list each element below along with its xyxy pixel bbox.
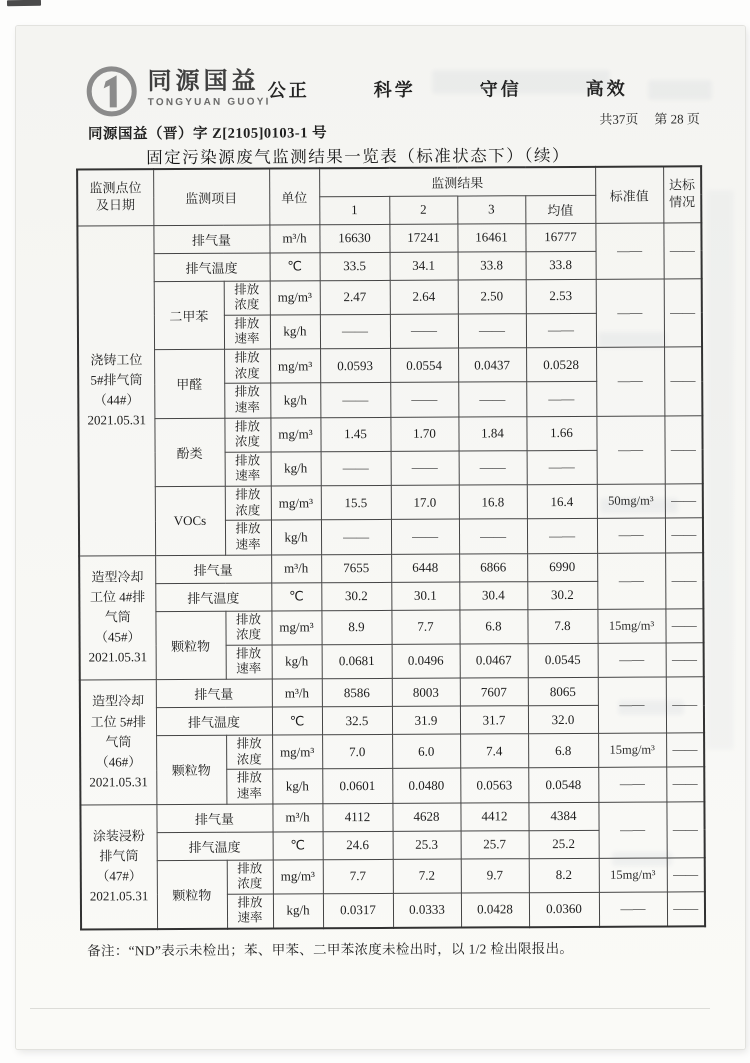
value-cell: 7.0 [322,734,392,769]
standard-cell: —— [598,643,666,678]
value-cell: 0.0360 [529,892,599,927]
compliance-cell: —— [666,677,704,733]
col-header-standard: 标准值 [595,166,663,222]
table-row [81,857,705,895]
unit-cell: kg/h [272,645,322,680]
letterhead [86,65,271,118]
value-cell: 15.5 [321,485,391,520]
compliance-cell: —— [667,892,705,927]
value-cell: —— [391,451,459,486]
slogan-row [268,75,628,103]
value-cell: 4628 [392,803,460,831]
unit-cell: m³/h [272,679,322,707]
value-cell: 8586 [322,678,392,706]
value-cell: —— [390,382,458,417]
value-cell: 6448 [391,554,459,582]
value-cell: 0.0681 [322,644,392,679]
value-cell: 2.50 [458,279,526,314]
value-cell: 6.8 [528,733,598,768]
monitoring-point-cell: 造型冷却 工位 5#排 气筒（46#） 2021.05.31 [80,680,157,805]
value-cell: 6.8 [459,609,527,644]
compliance-cell: —— [665,484,703,518]
unit-cell: m³/h [269,224,319,252]
value-cell: 7.7 [323,859,393,894]
value-cell: 0.0545 [528,643,598,678]
compliance-cell: —— [664,347,702,416]
value-cell: —— [526,382,596,417]
value-cell: —— [459,519,527,554]
slogan: 高效 [585,78,628,99]
value-cell: 0.0467 [460,643,528,678]
value-cell: 1.84 [458,416,526,451]
brand-name-cn: 同源国益 [147,67,260,96]
pollutant-name-cell: 颗粒物 [155,611,225,680]
compliance-cell: —— [664,278,702,347]
value-cell: 0.0554 [390,348,458,383]
compliance-cell: —— [666,733,704,767]
value-cell: 7607 [460,678,528,706]
compliance-cell: —— [666,767,704,801]
standard-cell: —— [599,892,667,927]
compliance-cell: —— [663,222,701,278]
value-cell: 7.7 [391,610,459,645]
item-label-cell: 排气温度 [157,832,273,861]
table-row [78,415,702,453]
unit-cell: ℃ [273,831,323,859]
unit-cell: kg/h [273,894,323,929]
unit-cell: m³/h [271,554,321,582]
value-cell: 7.2 [393,859,461,894]
standard-cell: 50mg/m³ [597,484,665,519]
value-cell: 25.7 [461,830,529,858]
sub-item-cell: 排放 速率 [225,520,271,554]
value-cell: 6.0 [392,734,460,769]
value-cell: 0.0601 [322,769,392,804]
pollutant-name-cell: 颗粒物 [157,860,227,929]
standard-cell: —— [598,801,666,857]
sub-item-cell: 排放 速率 [227,894,273,929]
footnote: 备注：“ND”表示未检出；苯、甲苯、二甲苯浓度未检出时，以 1/2 检出限报出。 [87,940,574,959]
document-number: 同源国益（晋）字 Z[2105]0103-1 号 [87,125,328,143]
value-cell: —— [527,519,597,554]
value-cell: 34.1 [390,252,458,280]
col-header-result-avg: 均值 [525,195,595,223]
value-cell: —— [459,450,527,485]
unit-cell: mg/m³ [273,859,323,894]
unit-cell: kg/h [270,383,320,418]
value-cell: —— [527,450,597,485]
table-row [80,801,704,832]
value-cell: —— [321,451,391,486]
item-label-cell: 排气量 [156,804,272,833]
value-cell: —— [321,520,391,555]
pollutant-name-cell: 二甲苯 [154,281,224,350]
value-cell: 33.8 [458,251,526,279]
standard-cell: 15mg/m³ [597,608,665,643]
value-cell: 0.0528 [526,347,596,382]
standard-cell: —— [598,677,666,733]
value-cell: 0.0317 [323,893,393,928]
monitoring-results-table [76,165,706,930]
unit-cell: kg/h [271,452,321,487]
sub-item-cell: 排放 浓度 [224,281,270,315]
total-pages: 共37页 [599,111,639,127]
results-tbody [77,222,705,929]
compliance-cell: —— [667,857,705,891]
item-label-cell: 排气量 [156,679,272,708]
standard-cell: —— [595,222,663,278]
col-header-unit: 单位 [269,168,319,224]
unit-cell: mg/m³ [270,280,320,315]
sub-item-cell: 排放 浓度 [225,486,271,520]
sub-item-cell: 排放 浓度 [226,735,272,769]
value-cell: 6866 [459,553,527,581]
compliance-cell: —— [664,415,702,484]
item-label-cell: 排气量 [155,555,271,584]
value-cell: 0.0333 [393,893,461,928]
compliance-cell: —— [665,608,703,642]
page-title: 固定污染源废气监测结果一览表（标准状态下）（续） [146,145,570,168]
value-cell: 16461 [457,223,525,251]
standard-cell: —— [596,347,664,416]
value-cell: 31.7 [460,706,528,734]
table-row [80,677,704,708]
value-cell: —— [390,314,458,349]
value-cell: 17241 [389,224,457,252]
standard-cell: —— [597,552,665,608]
value-cell: 0.0428 [461,892,529,927]
monitoring-point-cell: 涂装浸粉 排气筒 （47#） 2021.05.31 [80,804,157,929]
standard-cell: —— [596,415,664,484]
monitoring-point-cell: 浇铸工位 5#排气筒 （44#） 2021.05.31 [77,225,155,555]
value-cell: 30.1 [391,582,459,610]
table-row [79,484,703,522]
item-label-cell: 排气温度 [155,583,271,612]
unit-cell: mg/m³ [270,417,320,452]
value-cell: 32.0 [528,705,598,733]
col-header-result-3: 3 [457,195,525,223]
sub-item-cell: 排放 速率 [224,315,270,349]
standard-cell: 15mg/m³ [599,857,667,892]
sub-item-cell: 排放 浓度 [225,611,271,645]
sub-item-cell: 排放 浓度 [227,860,273,894]
unit-cell: mg/m³ [270,349,320,384]
value-cell: 25.3 [393,831,461,859]
item-label-cell: 排气温度 [156,707,272,736]
value-cell: 7655 [321,554,391,582]
unit-cell: mg/m³ [271,486,321,521]
value-cell: 7.8 [527,609,597,644]
value-cell: 9.7 [461,858,529,893]
value-cell: 8.2 [529,858,599,893]
sub-item-cell: 排放 浓度 [224,349,270,383]
value-cell: 33.5 [320,252,390,280]
value-cell: 32.5 [322,706,392,734]
col-header-result: 监测结果 [319,167,595,196]
unit-cell: kg/h [272,769,322,804]
monitoring-point-cell: 造型冷却 工位 4#排 气筒（45#） 2021.05.31 [79,555,156,680]
value-cell: 0.0496 [392,644,460,679]
col-header-result-1: 1 [319,196,389,224]
value-cell: 0.0563 [460,768,528,803]
slogan: 守信 [479,79,522,100]
value-cell: 4112 [322,803,392,831]
table-row [78,278,702,316]
compliance-cell: —— [665,552,703,608]
slogan: 公正 [267,80,310,101]
value-cell: 33.8 [526,251,596,279]
sub-item-cell: 排放 速率 [226,769,272,803]
unit-cell: m³/h [272,803,322,831]
table-row [78,347,702,385]
current-page: 第 28 页 [654,111,700,127]
value-cell: —— [320,314,390,349]
compliance-cell: —— [666,643,704,677]
standard-cell: —— [597,518,665,553]
standard-cell: —— [598,767,666,802]
value-cell: —— [458,313,526,348]
compliance-cell: —— [666,801,704,857]
page-indicator [599,108,700,128]
value-cell: 30.2 [527,581,597,609]
item-label-cell: 排气温度 [154,253,270,282]
value-cell: 30.4 [459,581,527,609]
value-cell: 2.47 [320,280,390,315]
value-cell: —— [526,313,596,348]
sub-item-cell: 排放 速率 [224,383,270,417]
value-cell: 0.0548 [528,768,598,803]
value-cell: 16630 [319,224,389,252]
value-cell: —— [458,382,526,417]
value-cell: 16777 [525,223,595,251]
table-row [80,733,704,771]
unit-cell: kg/h [271,520,321,555]
value-cell: 8065 [528,677,598,705]
sub-item-cell: 排放 速率 [225,452,271,486]
unit-cell: mg/m³ [272,735,322,770]
pollutant-name-cell: 甲醛 [154,349,224,418]
value-cell: 30.2 [321,582,391,610]
table-row [77,222,701,253]
value-cell: 2.53 [526,279,596,314]
brand-name-en: TONGYUAN GUOYI [147,96,271,109]
value-cell: 1.70 [390,417,458,452]
value-cell: 4384 [528,802,598,830]
value-cell: 7.4 [460,734,528,769]
unit-cell: ℃ [270,252,320,280]
item-label-cell: 排气量 [153,225,269,254]
value-cell: 8.9 [321,610,391,645]
table-row [79,552,703,583]
slogan: 科学 [373,79,416,101]
col-header-pass: 达标 情况 [663,166,701,222]
table-row [79,608,703,646]
value-cell: 31.9 [392,706,460,734]
value-cell: 17.0 [391,485,459,520]
value-cell: 24.6 [323,831,393,859]
standard-cell: —— [596,278,664,347]
unit-cell: mg/m³ [271,610,321,645]
tongyuan-circle-logo [86,65,138,117]
value-cell: 1.66 [526,416,596,451]
value-cell: 4412 [460,802,528,830]
value-cell: 0.0480 [392,768,460,803]
value-cell: 25.2 [529,830,599,858]
compliance-cell: —— [665,518,703,552]
pollutant-name-cell: VOCs [155,486,225,555]
value-cell: 16.8 [459,485,527,520]
sub-item-cell: 排放 浓度 [224,418,270,452]
sub-item-cell: 排放 速率 [226,645,272,679]
value-cell: 1.45 [320,417,390,452]
value-cell: 0.0593 [320,348,390,383]
unit-cell: ℃ [271,582,321,610]
unit-cell: ℃ [272,707,322,735]
unit-cell: kg/h [270,315,320,350]
value-cell: 6990 [527,553,597,581]
col-header-result-2: 2 [389,196,457,224]
pollutant-name-cell: 酚类 [154,418,224,487]
value-cell: 8003 [392,678,460,706]
value-cell: —— [320,383,390,418]
col-header-item: 监测项目 [153,169,269,226]
pollutant-name-cell: 颗粒物 [156,735,226,804]
value-cell: 2.64 [390,280,458,315]
value-cell: 0.0437 [458,348,526,383]
standard-cell: 15mg/m³ [598,733,666,768]
col-header-point: 监测点位 及日期 [77,169,153,225]
value-cell: —— [391,519,459,554]
value-cell: 16.4 [527,484,597,519]
